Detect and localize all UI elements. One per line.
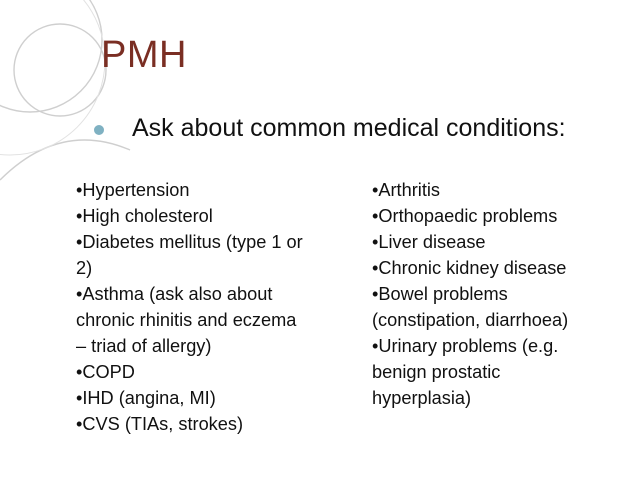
right-line: •Bowel problems xyxy=(372,284,508,304)
right-line: •Urinary problems (e.g. xyxy=(372,336,559,356)
left-line: •IHD (angina, MI) xyxy=(76,388,216,408)
left-column xyxy=(76,177,362,437)
deco-circle-large xyxy=(0,0,102,112)
right-line: •Orthopaedic problems xyxy=(372,206,558,226)
deco-arc xyxy=(0,140,130,180)
left-line: 2) xyxy=(76,258,93,278)
right-column xyxy=(372,177,634,411)
left-line: chronic rhinitis and eczema xyxy=(76,310,297,330)
deco-circle-outer xyxy=(0,0,105,155)
left-line: – triad of allergy) xyxy=(76,336,212,356)
slide-title: PMH xyxy=(101,34,187,76)
right-line: hyperplasia) xyxy=(372,388,472,408)
left-line: •Hypertension xyxy=(76,180,190,200)
deco-circle-medium xyxy=(14,24,106,116)
right-line: (constipation, diarrhoea) xyxy=(372,310,569,330)
left-line: •Asthma (ask also about xyxy=(76,284,273,304)
right-line: •Arthritis xyxy=(372,180,441,200)
right-line: •Liver disease xyxy=(372,232,486,252)
left-line: •COPD xyxy=(76,362,135,382)
left-line: •High cholesterol xyxy=(76,206,213,226)
right-line: •Chronic kidney disease xyxy=(372,258,567,278)
bullet-dot-icon xyxy=(94,125,104,135)
right-line: benign prostatic xyxy=(372,362,501,382)
left-line: •Diabetes mellitus (type 1 or xyxy=(76,232,303,252)
bullet-text: Ask about common medical conditions: xyxy=(132,114,566,142)
left-line: •CVS (TIAs, strokes) xyxy=(76,414,244,434)
